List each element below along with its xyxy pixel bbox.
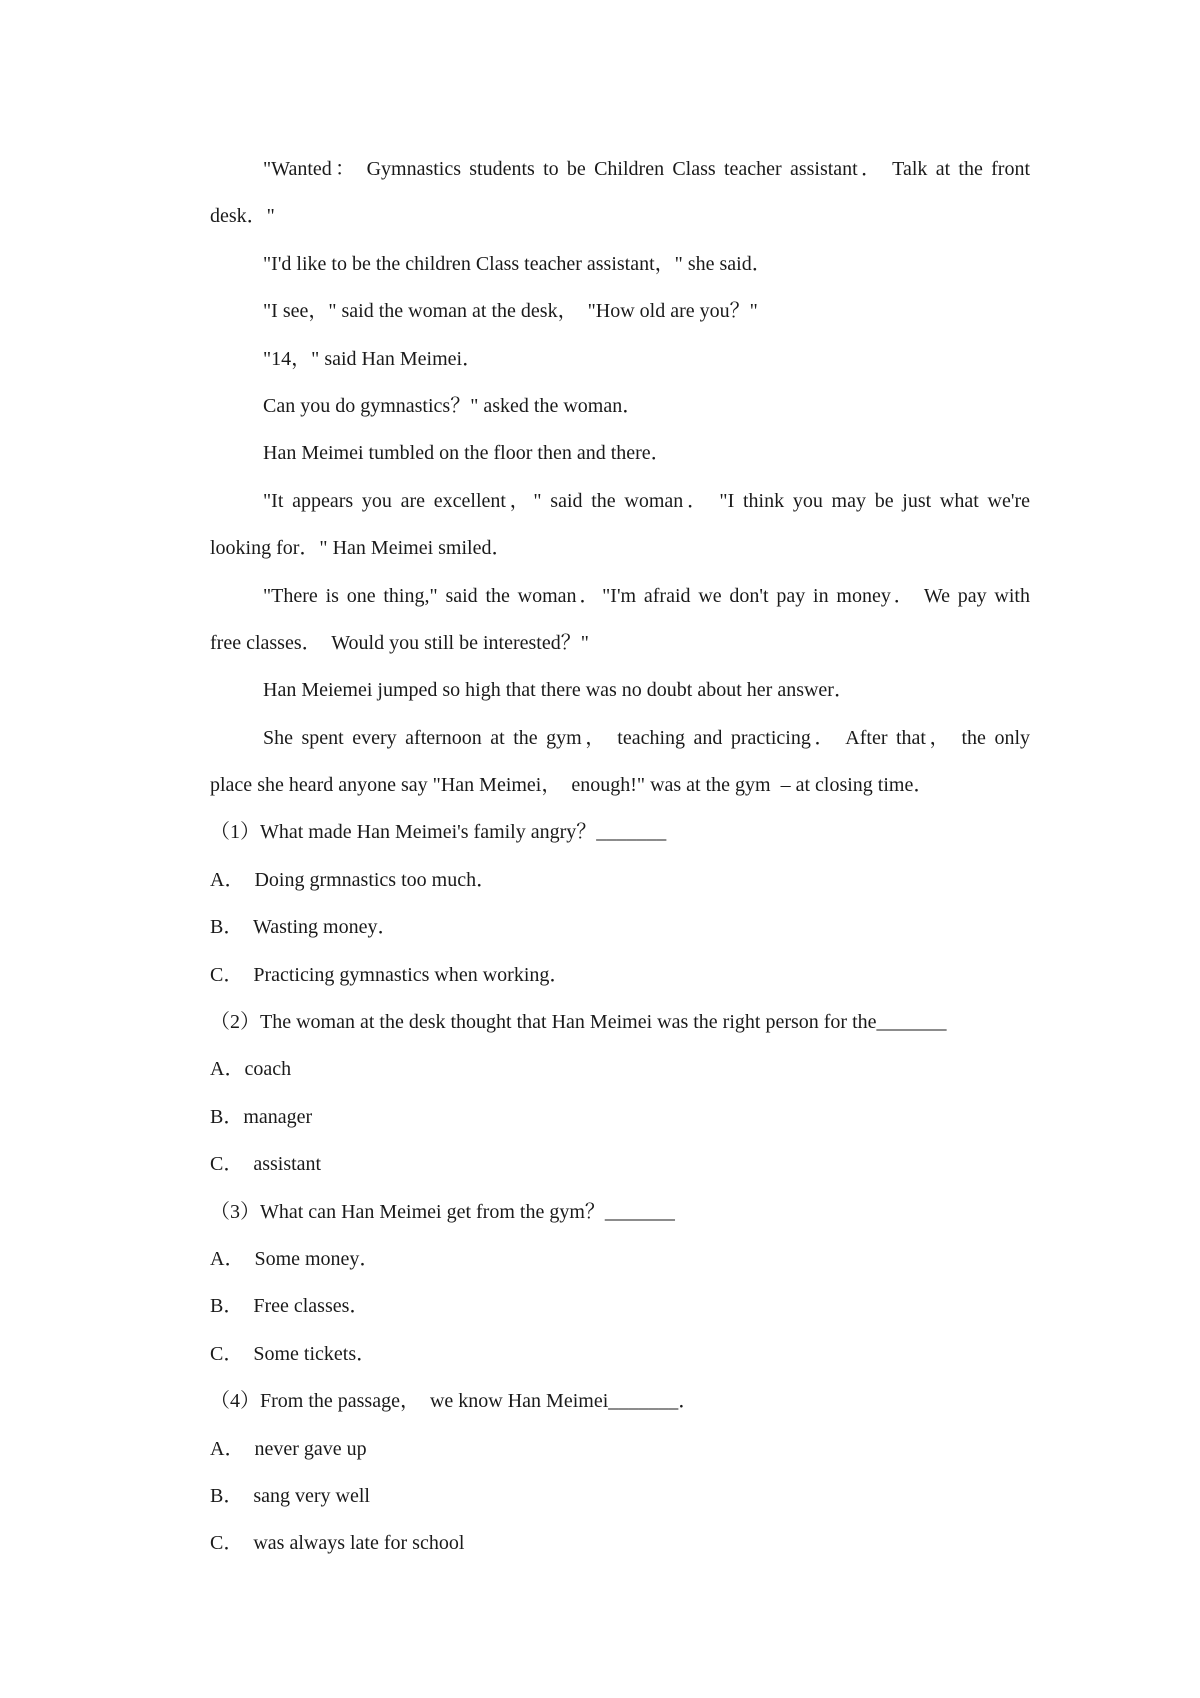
passage-line: "There is one thing," said the woman．"I'm afraid we don't pay in money． We pay with [263,584,1030,607]
answer-option-b: B．manager [210,1105,313,1128]
passage-line: Han Meiemei jumped so high that there was no doubt about her answer． [263,679,854,702]
passage-line: "It appears you are excellent，" said the woman． "I think you may be just what we're [263,489,1030,512]
passage-line: desk．" [210,205,275,228]
passage-line: free classes． Would you still be interested？" [210,631,589,654]
answer-option-a: A． never gave up [210,1437,367,1460]
passage-line: "I'd like to be the children Class teacher assistant，" she said． [263,252,772,275]
question-stem: （4）From the passage， we know Han Meimei_______． [210,1390,699,1413]
passage-line: Can you do gymnastics？" asked the woman． [263,394,643,417]
answer-option-a: A． Some money． [210,1247,380,1270]
passage-line: "14，" said Han Meimei． [263,347,483,370]
answer-option-b: B． Wasting money． [210,916,398,939]
passage-line: She spent every afternoon at the gym， teaching and practicing． After that， the only [263,726,1030,749]
document-page [210,146,1030,1568]
question-2 [210,999,1030,1189]
question-list [210,809,1030,1567]
answer-option-c: C． Some tickets． [210,1342,377,1365]
question-stem: （1）What made Han Meimei's family angry？_______ [210,821,667,844]
question-stem: （3）What can Han Meimei get from the gym？_______ [210,1200,675,1223]
passage-line: place she heard anyone say "Han Meimei， enough!" was at the gym – at closing time． [210,774,934,797]
passage-line: "Wanted： Gymnastics students to be Children Class teacher assistant． Talk at the front [263,158,1030,180]
answer-option-c: C． was always late for school [210,1532,465,1555]
answer-option-c: C． assistant [210,1153,322,1176]
question-4 [210,1378,1030,1568]
answer-option-b: B． Free classes． [210,1295,370,1318]
question-3 [210,1189,1030,1379]
passage-line: looking for．" Han Meimei smiled． [210,537,512,560]
passage-line: "I see，" said the woman at the desk， "How old are you？" [263,300,758,323]
reading-passage [210,146,1030,809]
answer-option-a: A． Doing grmnastics too much． [210,868,497,891]
passage-line: Han Meimei tumbled on the floor then and there． [263,442,671,465]
answer-option-a: A．coach [210,1058,292,1081]
answer-option-c: C． Practicing gymnastics when working． [210,963,570,986]
question-1 [210,809,1030,999]
answer-option-b: B． sang very well [210,1484,370,1507]
question-stem: （2）The woman at the desk thought that Han Meimei was the right person for the_______ [210,1011,947,1034]
